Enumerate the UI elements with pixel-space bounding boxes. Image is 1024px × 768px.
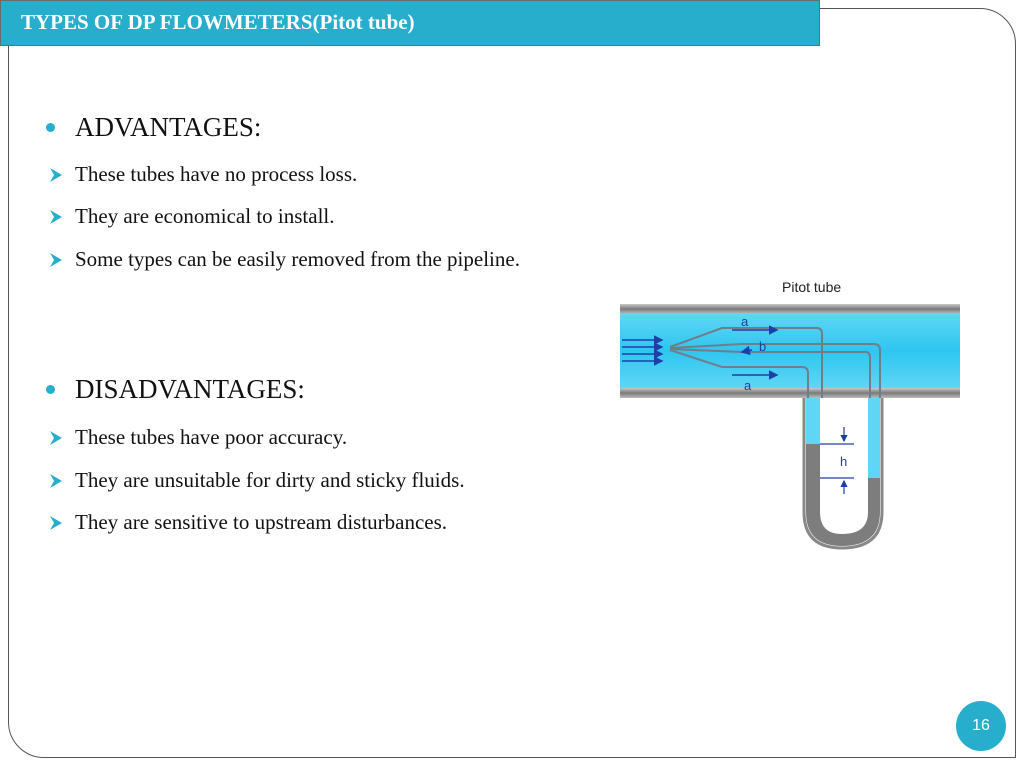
advantage-text: These tubes have no process loss. <box>75 162 358 186</box>
list-item <box>47 247 520 272</box>
label-a-bottom: a <box>744 378 752 393</box>
advantages-heading: ADVANTAGES: <box>75 112 262 142</box>
list-item <box>47 510 447 535</box>
arrow-bullet-icon <box>47 514 65 532</box>
disadvantages-heading: DISADVANTAGES: <box>75 374 305 404</box>
arrow-bullet-icon <box>47 166 65 184</box>
diagram-title: Pitot tube <box>782 279 842 295</box>
disadvantage-text: These tubes have poor accuracy. <box>75 425 348 449</box>
list-item <box>47 204 335 229</box>
page-number: 16 <box>972 717 990 734</box>
disadvantages-heading-row <box>46 374 305 405</box>
list-item <box>47 425 347 450</box>
arrow-bullet-icon <box>47 208 65 226</box>
arrow-bullet-icon <box>47 251 65 269</box>
disadvantage-text: They are sensitive to upstream disturbances. <box>75 510 448 534</box>
arrow-bullet-icon <box>47 472 65 490</box>
title-bar <box>0 0 820 46</box>
manometer-right-fluid <box>868 398 880 478</box>
disadvantage-text: They are unsuitable for dirty and sticky fluids. <box>75 468 465 492</box>
advantage-text: Some types can be easily removed from the pipeline. <box>75 247 520 271</box>
advantages-heading-row <box>46 112 261 143</box>
bullet-dot-icon <box>46 123 55 132</box>
arrow-bullet-icon <box>47 429 65 447</box>
label-h: h <box>840 454 848 469</box>
manometer-left-fluid <box>806 398 820 444</box>
slide-title: TYPES OF DP FLOWMETERS(Pitot tube) <box>21 10 415 34</box>
pitot-tube-diagram <box>612 272 972 557</box>
list-item <box>47 468 465 493</box>
label-a-top: a <box>741 314 749 329</box>
list-item <box>47 162 357 187</box>
pipe-top-wall <box>620 304 960 314</box>
bullet-dot-icon <box>46 385 55 394</box>
label-b: b <box>759 339 767 354</box>
page-number-badge <box>956 701 1006 751</box>
advantage-text: They are economical to install. <box>75 204 335 228</box>
pipe-bottom-wall <box>620 388 960 398</box>
height-indicator <box>820 427 854 494</box>
